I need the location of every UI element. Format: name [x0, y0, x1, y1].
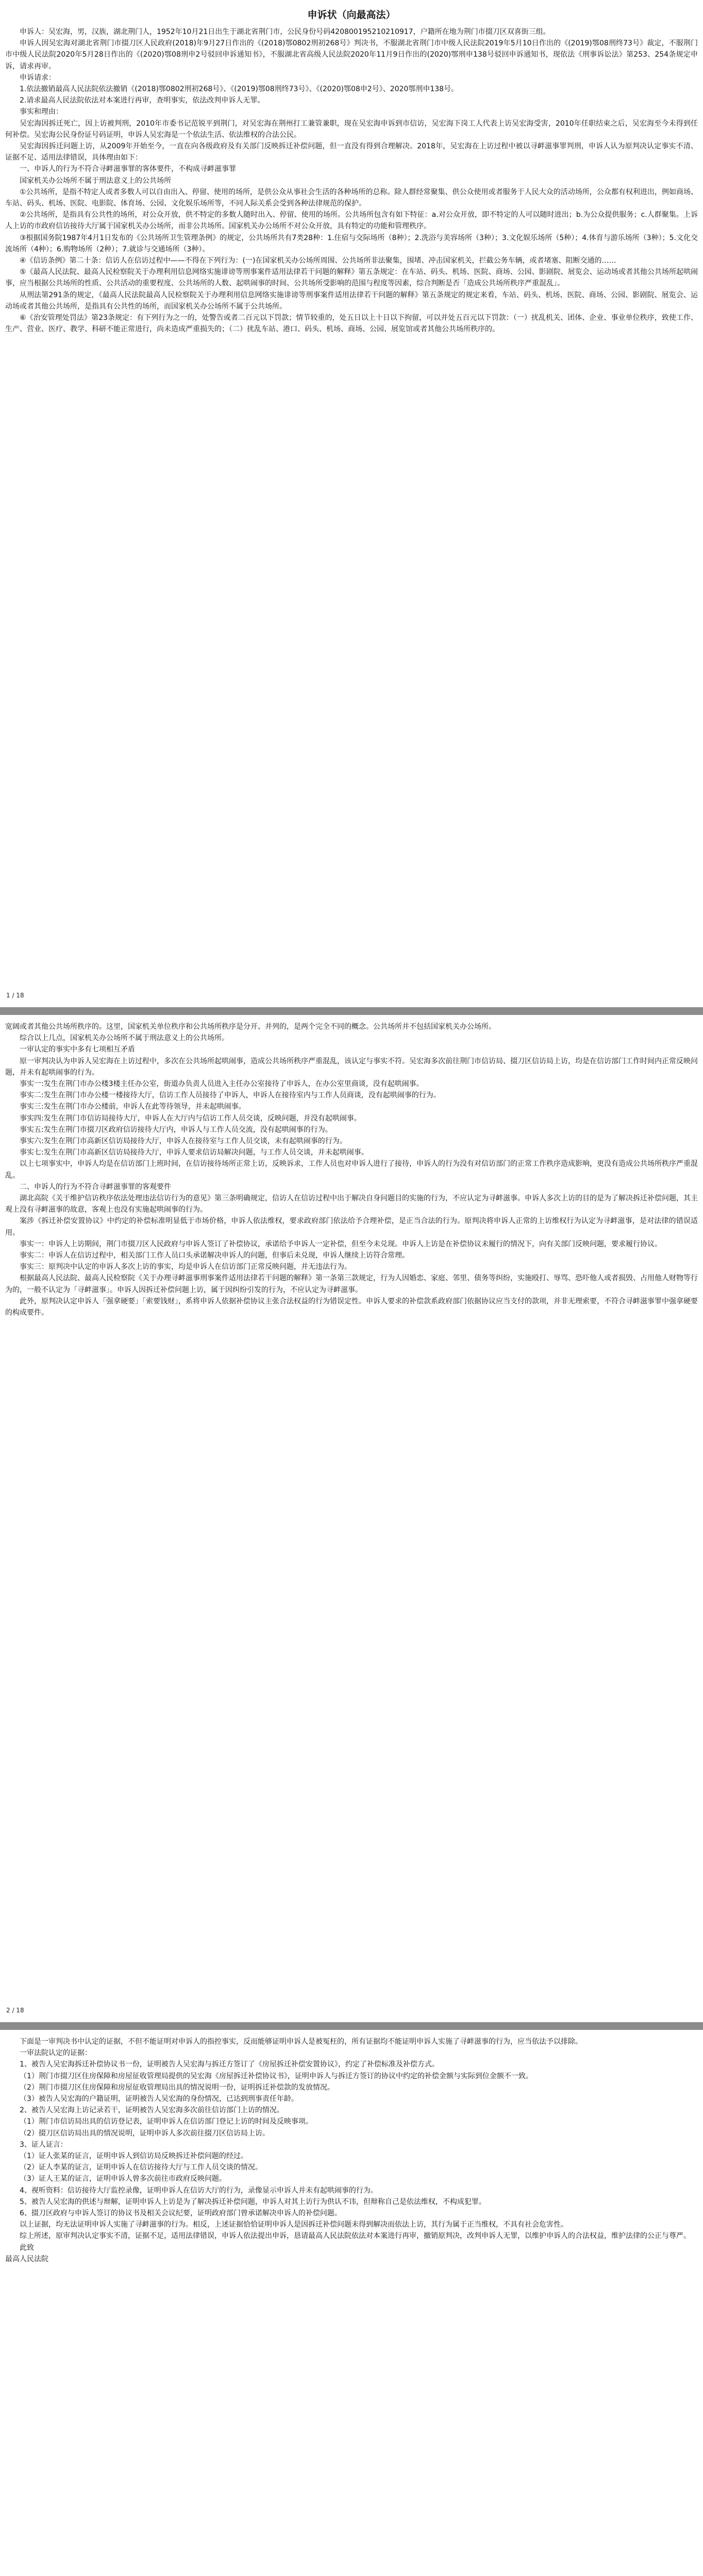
paragraph: 事实五:发生在荆门市掇刀区政府信访接待大厅内，申诉人与工作人员交流，没有起哄闹事的行为。: [20, 1125, 332, 1134]
document-title: 申诉状（向最高法）: [307, 9, 396, 21]
paragraph: （3）被告人吴宏海的户籍证明，证明被告人吴宏海的身份情况，已达到刑事责任年龄。: [20, 2095, 298, 2104]
paragraph: 宽阔或者其他公共场所秩序的。这里，国家机关单位秩序和公共场所秩序是分开、并列的，是两个完全不同的概念。公共场所并不包括国家机关办公场所。: [5, 1023, 496, 1031]
paragraph: ④《信访条例》第二十条：信访人在信访过程中——不得在下列行为：(一)在国家机关办公场所周围、公共场所非法聚集，围堵、冲击国家机关，拦截公务车辆，或者堵塞、阻断交通的……: [20, 257, 616, 265]
paragraph: 事实一:发生在荆门市办公楼3楼主任办公室，街道办负责人员进入主任办公室接待了申诉人，在办公室里商谈，没有起哄闹事。: [20, 1080, 424, 1089]
document-page-2: [0, 1015, 703, 2022]
paragraph: 事实和理由：: [20, 108, 63, 116]
paragraph: 事实六:发生在荆门市高新区信访局接待大厅，申诉人在接待室与工作人员交谈，未有起哄闹事的行为。: [20, 1137, 347, 1146]
paragraph: 综上所述，原审判决认定事实不清，证据不足，适用法律错误，申诉人依法提出申诉，恳请最高人民法院依法对本案进行再审，撤销原判决，改判申诉人无罪，以维护申诉人的合法权益，维护法律的公正与尊严。: [20, 2232, 691, 2241]
document-page-1: [0, 0, 703, 1007]
document-page-3: [0, 2030, 703, 2576]
paragraph: 6、掇刀区政府与申诉人签订的协议书及相关会议纪要，证明政府部门曾承诺解决申诉人的补偿问题。: [20, 2209, 342, 2218]
paragraph: 申诉请求：: [20, 73, 56, 82]
paragraph: （1）荆门市掇刀区住房保障和房屋征收管理局提供的吴宏海《房屋拆迁补偿协议书》，证明申诉人与拆迁方签订的协议中约定的补偿金额与实际到位金额不一致。: [20, 2072, 533, 2080]
paragraph: 综合以上几点，国家机关办公场所不属于刑法意义上的公共场所。: [20, 1034, 229, 1043]
paragraph: 事实二:发生在荆门市办公楼一楼接待大厅，信访工作人员接待了申诉人，申诉人在接待室内与工作人员商谈，没有起哄闹事的行为。: [20, 1091, 441, 1100]
paragraph: 案涉《拆迁补偿安置协议》中约定的补偿标准明显低于市场价格，申诉人依法维权，要求政府部门依法给予合理补偿，是正当合法的行为。原判决将申诉人正常的上访维权行为认定为寻衅滋事，是对法律的错误适用。: [5, 1217, 698, 1237]
paragraph: （1）荆门市信访局出具的信访登记表，证明申诉人在信访部门登记上访的时间及反映事项。: [20, 2117, 313, 2126]
paragraph: 1.依法撤销最高人民法院依法撤销《(2018)鄂0802刑初268号》、《(2019)鄂08刑终73号》、《(2020)鄂08申2号》、2020鄂刑申138号。: [20, 85, 459, 94]
paragraph: 4、视听资料：信访接待大厅监控录像，证明申诉人在信访大厅的行为，录像显示申诉人并未有起哄闹事的行为。: [20, 2186, 378, 2195]
paragraph: ②公共场所，是指具有公共性的场所，对公众开放，供不特定的多数人随时出入、停留、使用的场所。公共场所包含有如下特征：a.对公众开放，即不特定的人可以随时进出；b.为公众提供服务；c.人群聚集。上诉人上访的市政府信访接待大厅属于国家机关办公场所，而非公共场所。国家机关办公场所不对公众开放，具有特定的功能和管理秩序。: [5, 211, 698, 231]
paragraph: 事实三:发生在荆门市办公楼前，申诉人在此等待领导，并未起哄闹事。: [20, 1103, 246, 1111]
paragraph: （1）证人张某的证言，证明申诉人到信访局反映拆迁补偿问题的经过。: [20, 2152, 248, 2161]
paragraph: 事实七:发生在荆门市高新区信访局接待大厅，申诉人要求信访局解决问题，与工作人员交谈，并未起哄闹事。: [20, 1148, 369, 1157]
paragraph: 申诉人：吴宏海，男，汉族，湖北荆门人，1952年10月21日出生于湖北省荆门市，公民身份号码420800195210210917，户籍所在地为荆门市掇刀区双喜街三组。: [20, 28, 550, 36]
paragraph: 3、证人证言：: [20, 2140, 68, 2149]
page-body: [5, 1021, 698, 1318]
paragraph: 最高人民法院: [5, 2255, 48, 2263]
paragraph: 事实三：原判决中认定的申诉人多次上访的事实，均是申诉人在信访部门正常反映问题，并无违法行为。: [20, 1263, 352, 1272]
paragraph: 事实二：申诉人在信访过程中，相关部门工作人员口头承诺解决申诉人的问题，但事后未兑现，申诉人继续上访符合常理。: [20, 1251, 409, 1260]
paragraph: 此致: [20, 2243, 34, 2252]
paragraph: 事实一：申诉人上访期间，荆门市掇刀区人民政府与申诉人签订了补偿协议，承诺给予申诉人一定补偿，但至今未兑现。申诉人上访是在补偿协议未履行的情况下，向有关部门反映问题，要求履行协议。: [20, 1240, 662, 1248]
paragraph: 吴宏海因拆迁死亡，因上访被判刑，2010年市委书记范锐平到荆门，对吴宏海在荆州打工兼管兼职，现在吴宏海申诉到市信访，吴宏海下岗工人代表上访吴宏海受害，2010年任职结束之后，吴宏海至今未得到任何补偿。吴宏海公民身份证号码证明，申诉人吴宏海是一个依法生活、依法维权的合法公民。: [5, 119, 698, 139]
paragraph: 二、申诉人的行为不符合寻衅滋事罪的客观要件: [20, 1182, 171, 1191]
paragraph: 2.请求最高人民法院依法对本案进行再审，查明事实，依法改判申诉人无罪。: [20, 96, 265, 105]
paragraph: 一审法院认定的证据：: [20, 2049, 92, 2058]
paragraph: 2、被告人吴宏海上访记录若干，证明被告人吴宏海多次前往信访部门上访的情况。: [20, 2106, 284, 2115]
page-body: [5, 26, 698, 335]
paragraph: 下面是一审判决书中认定的证据，不但不能证明对申诉人的指控事实，反而能够证明申诉人是被冤枉的，所有证据均不能证明申诉人实施了寻衅滋事的行为，应当依法予以排除。: [20, 2038, 582, 2046]
paragraph: 从刑法第291条的规定，《最高人民法院最高人民检察院关于办理利用信息网络实施诽谤等刑事案件适用法律若干问题的解释》第五条规定的规定来看，车站、码头、机场、医院、商场、公园、影剧院、展览会、运动场或者其他公共场所，是指具有公共性的场所，而国家机关办公场所不属于公共场所。: [5, 291, 698, 311]
paragraph: ⑤《最高人民法院、最高人民检察院关于办理利用信息网络实施诽谤等刑事案件适用法律若干问题的解释》第五条规定：在车站、码头、机场、医院、商场、公园、影剧院、展览会、运动场或者其他公共场所起哄闹事，应当根据公共场所的性质、公共活动的重要程度、公共场所的人数、起哄闹事的时间、公共场所受影响的范围与程度等因素，综合判断是否「造成公共场所秩序严重混乱」。: [5, 268, 698, 288]
paragraph: 一审认定的事实中多有七项相互矛盾: [20, 1045, 135, 1054]
paragraph: 湖北高院《关于维护信访秩序依法处理违法信访行为的意见》第三条明确规定，信访人在信访过程中出于解决自身问题目的实施的行为，不应认定为寻衅滋事。申诉人多次上访的目的是为了解决拆迁补偿问题，其主观上没有寻衅滋事的故意，客观上也没有实施起哄闹事的行为。: [5, 1194, 698, 1214]
paragraph: ⑥《治安管理处罚法》第23条规定：有下列行为之一的，处警告或者二百元以下罚款；情节较重的，处五日以上十日以下拘留，可以并处五百元以下罚款：（一）扰乱机关、团体、企业、事业单位秩序，致使工作、生产、营业、医疗、教学、科研不能正常进行，尚未造成严重损失的；（二）扰乱车站、港口、码头、机场、商场、公园、展览馆或者其他公共场所秩序的。: [5, 314, 698, 334]
paragraph: 5、被告人吴宏海的供述与辩解，证明申诉人上访是为了解决拆迁补偿问题，申诉人对其上访行为供认不讳，但辩称自己是依法维权，不构成犯罪。: [20, 2197, 486, 2206]
paragraph: 国家机关办公场所不属于刑法意义上的公共场所: [20, 176, 171, 185]
paragraph: （2）掇刀区信访局出具的情况说明，证明申诉人多次前往掇刀区信访局上访。: [20, 2129, 270, 2138]
paragraph: ①公共场所，是指不特定人或者多数人可以自由出入、停留、使用的场所，是供公众从事社会生活的各种场所的总称。除人群经常聚集、供公众使用或者服务于人民大众的活动场所，公众都有权利进出，例如商场、车站、码头、机场、医院、电影院、体育场、公园、文化娱乐场所等，不同人际关系会受到各种法律规范的保护。: [5, 188, 698, 208]
paragraph: 一、申诉人的行为不符合寻衅滋事罪的客体要件，不构成寻衅滋事罪: [20, 165, 236, 174]
paragraph: 以上证据，均无法证明申诉人实施了寻衅滋事的行为。相反，上述证据恰恰证明申诉人是因拆迁补偿问题未得到解决而依法上访，其行为属于正当维权，不具有社会危害性。: [20, 2221, 568, 2229]
page-number: 2 / 18: [6, 2007, 24, 2014]
paragraph: （2）荆门市掇刀区住房保障和房屋征收管理局出具的情况说明一份，证明拆迁补偿款的发放情况。: [20, 2083, 334, 2092]
paragraph: ③根据国务院1987年4月1日发布的《公共场所卫生管理条例》的规定，公共场所共有7类28种：1.住宿与交际场所（8种）；2.洗浴与美容场所（3种）；3.文化娱乐场所（5种）；4.体育与游乐场所（3种）；5.文化交流场所（4种）；6.购物场所（2种）；7.就诊与交通场所（3种）。: [5, 233, 698, 253]
paragraph: 吴宏海因拆迁问题上访，从2009年开始至今，一直在向各级政府及有关部门反映拆迁补偿问题，但一直没有得到合理解决。2018年，吴宏海在上访过程中被以寻衅滋事罪判刑，申诉人认为原判决认定事实不清、证据不足、适用法律错误，具体理由如下：: [5, 142, 698, 162]
paragraph: 申诉人因吴宏海对湖北省荆门市掇刀区人民政府(2018)年9月27日作出的《(2018)鄂0802刑初268号》判决书，不服湖北省荆门市中级人民法院2019年5月10日作出的《(2019)鄂08刑终73号》裁定，不服荆门市中级人民法院2020年5月28日作出的《(2020)鄂08刑申2号驳回申诉通知书》，不服湖北省高级人民法院2020年11月9日作出的(2020)鄂刑申138号驳回申诉通知书，现依法《刑事诉讼法》第253、254条规定申诉，请求再审。: [5, 39, 698, 71]
page-number: 1 / 18: [6, 992, 24, 999]
paragraph: （2）证人李某的证言，证明申诉人在信访接待大厅与工作人员交谈的情况。: [20, 2163, 262, 2172]
paragraph: （3）证人王某的证言，证明申诉人曾多次前往市政府反映问题。: [20, 2175, 226, 2183]
page-body: [5, 2036, 698, 2265]
paragraph: 事实四:发生在荆门市信访局接待大厅，申诉人在大厅内与信访工作人员交谈，反映问题，并没有起哄闹事。: [20, 1114, 361, 1123]
paragraph: 原一审判决认为申诉人吴宏海在上访过程中，多次在公共场所起哄闹事，造成公共场所秩序严重混乱，该认定与事实不符。吴宏海多次前往荆门市信访局、掇刀区信访局上访，均是在信访部门工作时间内正常反映问题，并未有起哄闹事的行为。: [5, 1057, 698, 1077]
paragraph: 此外，原判决认定申诉人「强拿硬要」「索要钱财」，系将申诉人依据补偿协议主张合法权益的行为错误定性。申诉人要求的补偿款系政府部门依据协议应当支付的款项，并非无理索要，不符合寻衅滋事罪中强拿硬要的构成要件。: [5, 1297, 698, 1317]
paragraph: 以上七项事实中，申诉人均是在信访部门上班时间，在信访接待场所正常上访，反映诉求，工作人员也对申诉人进行了接待，申诉人的行为没有对信访部门的正常工作秩序造成影响，更没有造成公共场所秩序严重混乱。: [5, 1160, 698, 1180]
paragraph: 1、被告人吴宏海拆迁补偿协议书一份，证明被告人吴宏海与拆迁方签订了《房屋拆迁补偿安置协议》，约定了补偿标准及补偿方式。: [20, 2060, 439, 2069]
paragraph: 根据最高人民法院、最高人民检察院《关于办理寻衅滋事刑事案件适用法律若干问题的解释》第一条第三款规定，行为人因婚恋、家庭、邻里、债务等纠纷，实施殴打、辱骂、恐吓他人或者损毁、占用他人财物等行为的，一般不认定为「寻衅滋事」。申诉人因拆迁补偿问题上访，属于因纠纷引发的行为，不应认定为寻衅滋事。: [5, 1274, 698, 1294]
